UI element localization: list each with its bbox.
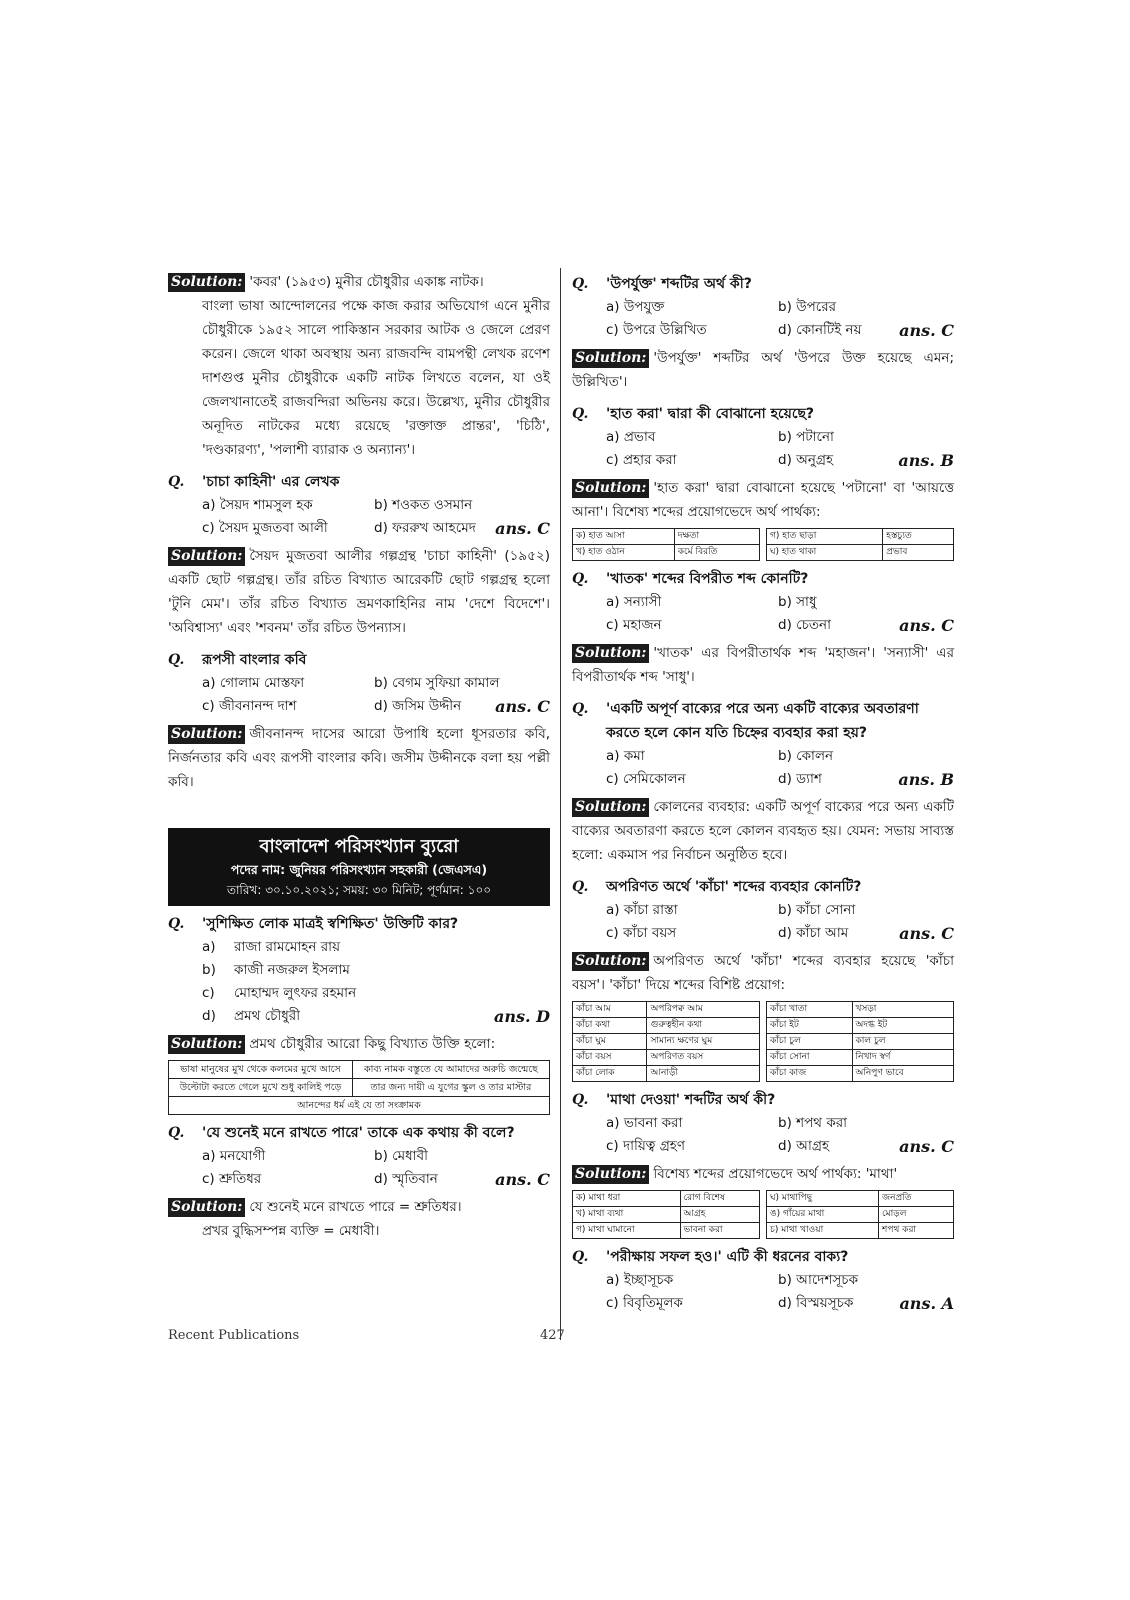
question: Q. 'যে শুনেই মনে রাখতে পারে' তাকে এক কথায় কী বলে? bbox=[168, 1125, 515, 1141]
question: Q. 'একটি অপূর্ণ বাক্যের পরে অন্য একটি বাক্যের অবতারণা করতে হলে কোন যতি চিহ্নের ব্যবহার করা হয়? bbox=[572, 701, 919, 741]
answer: ans. C bbox=[899, 321, 954, 340]
question: Q. 'খাতক' শব্দের বিপরীত শব্দ কোনটি? bbox=[572, 571, 809, 587]
question: Q. 'পরীক্ষায় সফল হও।' এটি কী ধরনের বাক্য? bbox=[572, 1249, 849, 1265]
right-column bbox=[572, 270, 954, 1315]
options: a) প্রভাব b) পটানো c) প্রহার করা d) অনুগ্রহ ans. B bbox=[606, 429, 954, 470]
answer: ans. C bbox=[495, 697, 550, 716]
answer: ans. C bbox=[495, 519, 550, 538]
answer: ans. A bbox=[899, 1294, 954, 1313]
answer: ans. C bbox=[495, 1170, 550, 1189]
solution-block: Solution: যে শুনেই মনে রাখতে পারে = শ্রুতিধর। প্রখর বুদ্ধিসম্পন্ন ব্যক্তি = মেধাবী। bbox=[168, 1195, 550, 1243]
column-divider bbox=[560, 268, 561, 1340]
options: a) ভাবনা করা b) শপথ করা c) দায়িত্ব গ্রহণ d) আগ্রহ ans. C bbox=[606, 1115, 954, 1156]
question: Q. রূপসী বাংলার কবি bbox=[168, 652, 307, 668]
page-number: 427 bbox=[540, 1328, 565, 1343]
solution-block: Solution: সৈয়দ মুজতবা আলীর গল্পগ্রন্থ 'চাচা কাহিনী' (১৯৫২) একটি ছোট গল্পগ্রন্থ। তাঁর রচিত বিখ্যাত আরেকটি ছোট গল্পগ্রন্থ হলো 'টুনি মেম'। তাঁর রচিত বিখ্যাত ভ্রমণকাহিনির নাম 'দেশে বিদেশে'। 'অবিশ্বাস্য' এবং 'শবনম' তাঁর রচিত উপন্যাস। bbox=[168, 548, 550, 636]
options: a) মনযোগী b) মেধাবী c) শ্রুতিধর d) স্মৃতিবান ans. C bbox=[202, 1148, 550, 1189]
quotes-table: ভাষা মানুষের মুখ থেকে কলমের মুখে আসে কাব্য নামক বস্তুতে যে আমাদের অরুচি জন্মেছে উল্টোটা করতে গেলে মুখে শুধু কালিই পড়ে তার জন্য দায়ী এ যুগের স্কুল ও তার মাস্টার আনন্দের ধর্ম এই যে তা সংক্রামক bbox=[168, 1060, 550, 1115]
question: Q. 'চাচা কাহিনী' এর লেখক bbox=[168, 474, 340, 490]
answer: ans. C bbox=[899, 616, 954, 635]
options: a) ইচ্ছাসূচক b) আদেশসূচক c) বিবৃতিমূলক d) বিস্ময়সূচক ans. A bbox=[606, 1272, 954, 1313]
solution-block: Solution: 'খাতক' এর বিপরীতার্থক শব্দ 'মহাজন'। 'সন্যাসী' এর বিপরীতার্থক শব্দ 'সাধু'। bbox=[572, 645, 954, 685]
solution-block: Solution: বিশেষ্য শব্দের প্রয়োগভেদে অর্থ পার্থক্য: 'মাথা' bbox=[572, 1162, 954, 1186]
banner-info: তারিখ: ৩০.১০.২০২১; সময়: ৩০ মিনিট; পূর্ণমান: ১০০ bbox=[226, 883, 492, 897]
solution-block: Solution: জীবনানন্দ দাসের আরো উপাধি হলো ধূসরতার কবি, নির্জনতার কবি এবং রূপসী বাংলার কবি। জসীম উদ্দীনকে বলা হয় পল্লী কবি। bbox=[168, 726, 550, 790]
question: Q. 'হাত করা' দ্বারা কী বোঝানো হয়েছে? bbox=[572, 406, 815, 422]
exam-banner bbox=[168, 828, 550, 906]
answer: ans. B bbox=[898, 451, 954, 470]
solution-block: Solution: 'উপর্যুক্ত' শব্দটির অর্থ 'উপরে উক্ত হয়েছে এমন; উল্লিখিত'। bbox=[572, 350, 954, 390]
question: Q. অপরিণত অর্থে 'কাঁচা' শব্দের ব্যবহার কোনটি? bbox=[572, 879, 862, 895]
options: a) রাজা রামমোহন রায় b) কাজী নজরুল ইসলাম c) মোহাম্মদ লুৎফর রহমান d) প্রমথ চৌধুরী ans. D bbox=[202, 939, 550, 1026]
solution-block: Solution: প্রমথ চৌধুরীর আরো কিছু বিখ্যাত উক্তি হলো: bbox=[168, 1032, 550, 1056]
options: a) সৈয়দ শামসুল হক b) শওকত ওসমান c) সৈয়দ মুজতবা আলী d) ফররুখ আহমেদ ans. C bbox=[202, 497, 550, 538]
answer: ans. D bbox=[493, 1007, 550, 1026]
solution-block: Solution: 'কবর' (১৯৫৩) মুনীর চৌধুরীর একাঙ্ক নাটক। বাংলা ভাষা আন্দোলনের পক্ষে কাজ করার অভিযোগ এনে মুনীর চৌধুরীকে ১৯৫২ সালে পাকিস্তান সরকার আটক ও জেলে প্রেরণ করেন। জেলে থাকা অবস্থায় অন্য রাজবন্দি বামপন্থী লেখক রণেশ দাশগুপ্ত মুনীর চৌধুরীকে একটি নাটক লিখতে বলেন, যা ওই জেলখানাতেই রাজবন্দিরা অভিনয় করে। উল্লেখ্য, মুনীর চৌধুরীর অনূদিত নাটকের মধ্যে রয়েছে 'রক্তাক্ত প্রান্তর', 'চিঠি', 'দণ্ডকারণ্য', 'পলাশী ব্যারাক ও অন্যান্য'। bbox=[168, 270, 550, 462]
question: Q. 'উপর্যুক্ত' শব্দটির অর্থ কী? bbox=[572, 276, 752, 292]
solution-block: Solution: কোলনের ব্যবহার: একটি অপূর্ণ বাক্যের পরে অন্য একটি বাক্যের অবতারণা করতে হলে কোলন ব্যবহৃত হয়। যেমন: সভায় সাব্যস্ত হলো: একমাস পর নির্বাচন অনুষ্ঠিত হবে। bbox=[572, 799, 954, 863]
solution-block: Solution: 'হাত করা' দ্বারা বোঝানো হয়েছে 'পটানো' বা 'আয়ত্তে আনা'। বিশেষ্য শব্দের প্রয়োগভেদে অর্থ পার্থক্য: bbox=[572, 480, 954, 520]
answer: ans. C bbox=[899, 1137, 954, 1156]
options: a) উপযুক্ত b) উপরের c) উপরে উল্লিখিত d) কোনটিই নয় ans. C bbox=[606, 299, 954, 340]
question: Q. 'মাথা দেওয়া' শব্দটির অর্থ কী? bbox=[572, 1092, 776, 1108]
publisher-footer: Recent Publications bbox=[168, 1328, 300, 1343]
options: a) কমা b) কোলন c) সেমিকোলন d) ড্যাশ ans. B bbox=[606, 748, 954, 789]
meaning-tables: ক) হাত আসা দক্ষতা খ) হাত ওঠান কর্মে বিরতি গ) হাত ছাড়া হস্তচ্যুত ঘ) হাত থাকা প্রভাব bbox=[572, 528, 954, 561]
banner-post: পদের নাম: জুনিয়র পরিসংখ্যান সহকারী (জেএসএ) bbox=[230, 862, 488, 877]
matha-tables: ক) মাথা ধরা রোগ বিশেষ খ) মাথা ব্যথা আগ্রহ গ) মাথা ঘামানো ভাবনা করা ঘ) মাথাপিছু জনপ্রতি ঙ) গাঁয়ের মাথা মোড়ল চ) মাথা খাওয়া শপথ করা bbox=[572, 1190, 954, 1239]
options: a) গোলাম মোস্তফা b) বেগম সুফিয়া কামাল c) জীবনানন্দ দাশ d) জসিম উদ্দীন ans. C bbox=[202, 675, 550, 716]
question: Q. 'সুশিক্ষিত লোক মাত্রই স্বশিক্ষিত' উক্তিটি কার? bbox=[168, 916, 459, 932]
left-column bbox=[168, 270, 550, 1251]
answer: ans. B bbox=[898, 770, 954, 789]
answer: ans. C bbox=[899, 924, 954, 943]
options: a) কাঁচা রাস্তা b) কাঁচা সোনা c) কাঁচা বয়স d) কাঁচা আম ans. C bbox=[606, 902, 954, 943]
options: a) সন্যাসী b) সাধু c) মহাজন d) চেতনা ans. C bbox=[606, 594, 954, 635]
solution-label: Solution: bbox=[168, 273, 245, 292]
banner-title: বাংলাদেশ পরিসংখ্যান ব্যুরো bbox=[259, 836, 459, 857]
solution-block: Solution: অপরিণত অর্থে 'কাঁচা' শব্দের ব্যবহার হয়েছে 'কাঁচা বয়স'। 'কাঁচা' দিয়ে শব্দের বিশিষ্ট প্রয়োগ: bbox=[572, 953, 954, 993]
kacha-tables: কাঁচা আম অপরিপক্ব আম কাঁচা কথা গুরুত্বহীন কথা কাঁচা ঘুম সামান্য ক্ষণের ঘুম কাঁচা বয়স অপরিণত বয়স কাঁচা লোক আনাড়ী কাঁচা খাতা খসড়া কাঁচা ইট অদগ্ধ ইট কাঁচা চুল কাল চুল কাঁচা সোনা নিখাদ স্বর্ণ কাঁচা কাজ অনিপুণ ভাবে bbox=[572, 1001, 954, 1082]
